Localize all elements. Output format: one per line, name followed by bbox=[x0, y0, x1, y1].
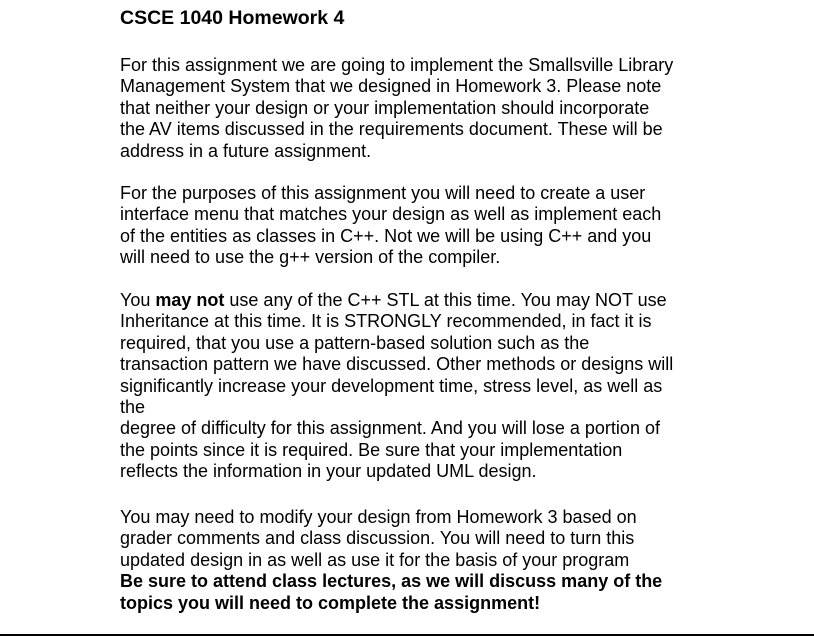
text-line: the bbox=[120, 397, 146, 418]
text-line: For the purposes of this assignment you will need to create a user bbox=[120, 183, 646, 203]
paragraph-restrictions bbox=[120, 290, 673, 483]
text-line: You may need to modify your design from Homework 3 based on bbox=[120, 507, 637, 527]
text-line: of the entities as classes in C++. Not we will be using C++ and you bbox=[120, 225, 652, 246]
text-line: the AV items discussed in the requirements document. These will be bbox=[120, 119, 663, 140]
text-line: significantly increase your development time, stress level, as well as bbox=[120, 375, 663, 396]
bold-text-line: Be sure to attend class lectures, as we will discuss many of the bbox=[120, 571, 663, 592]
text-line: address in a future assignment. bbox=[120, 140, 372, 161]
bold-text-line: topics you will need to complete the assignment! bbox=[120, 592, 541, 613]
text-line: interface menu that matches your design as well as implement each bbox=[120, 204, 662, 225]
text-line: that neither your design or your implementation should incorporate bbox=[120, 97, 650, 118]
text-line bbox=[120, 290, 673, 311]
document-title: CSCE 1040 Homework 4 bbox=[120, 7, 345, 29]
text-line: Inheritance at this time. It is STRONGLY recommended, in fact it is bbox=[120, 311, 652, 332]
text-line: grader comments and class discussion. You will need to turn this bbox=[120, 528, 635, 549]
text-line: transaction pattern we have discussed. Other methods or designs will bbox=[120, 354, 674, 375]
paragraph-intro bbox=[120, 55, 673, 162]
text-line: updated design in as well as use it for the basis of your program bbox=[120, 549, 630, 570]
text-line: degree of difficulty for this assignment. And you will lose a portion of bbox=[120, 418, 660, 439]
text-line: will need to use the g++ version of the compiler. bbox=[120, 247, 501, 268]
text-segment: You bbox=[120, 290, 156, 310]
text-line: Management System that we designed in Homework 3. Please note bbox=[120, 76, 662, 97]
emphasis-may-not: may not bbox=[155, 290, 225, 310]
text-segment: use any of the C++ STL at this time. You may NOT use bbox=[224, 290, 667, 310]
text-line: reflects the information in your updated UML design. bbox=[120, 461, 537, 482]
text-line: the points since it is required. Be sure that your implementation bbox=[120, 439, 623, 460]
paragraph-design-update bbox=[120, 507, 662, 614]
paragraph-purpose bbox=[120, 183, 661, 269]
text-line: For this assignment we are going to implement the Smallsville Library bbox=[120, 55, 674, 75]
text-line: required, that you use a pattern-based solution such as the bbox=[120, 332, 590, 353]
